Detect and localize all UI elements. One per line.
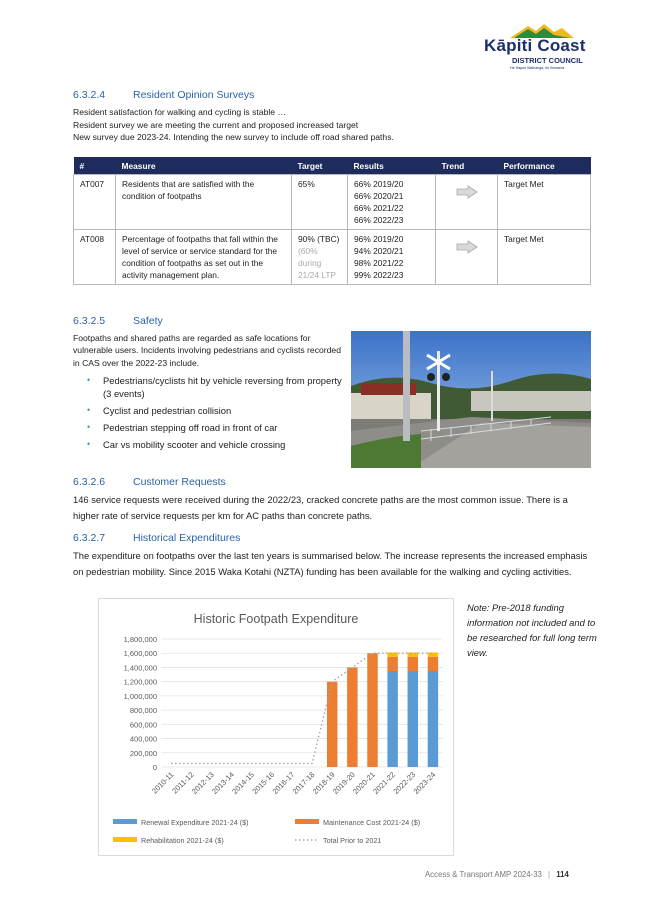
y-tick-label: 1,200,000 bbox=[123, 677, 157, 687]
table-row: AT008 Percentage of footpaths that fall within the level of service or service standard for the condition of footpaths as set out in the activity management plan. 90% (TBC) (60% during 21/24 LTP 96% 2019/20 94% 2020/21 98% 2021/22 99% 2022/23 Target Met bbox=[74, 230, 591, 285]
y-tick-label: 800,000 bbox=[129, 706, 157, 716]
opinion-paragraph: Resident satisfaction for walking and cycling is stable … Resident survey we are meeting the current and proposed increased target New survey due 2023-24. Intending the new survey to include off road shared paths. bbox=[73, 107, 394, 143]
measures-table bbox=[73, 157, 591, 285]
y-tick-label: 600,000 bbox=[129, 720, 157, 730]
bullet-icon: • bbox=[87, 439, 91, 449]
logo-subtitle: DISTRICT COUNCIL bbox=[512, 56, 583, 65]
list-item: • Car vs mobility scooter and vehicle crossing bbox=[87, 439, 286, 450]
bullet-icon: • bbox=[87, 422, 91, 432]
col-performance: Performance bbox=[498, 157, 591, 175]
safety-intro: Footpaths and shared paths are regarded as safe locations for vulnerable users. Incidents involving pedestrians and cyclists recorded in CAS over the 2022-23 include. bbox=[73, 333, 341, 368]
col-id: # bbox=[74, 157, 116, 175]
table-row: AT007 Residents that are satisfied with the condition of footpaths 65% 66% 2019/20 66% 2020/21 66% 2021/22 66% 2022/23 Target Met bbox=[74, 175, 591, 230]
section-heading-requests: 6.3.2.6 Customer Requests bbox=[73, 476, 226, 488]
safety-bullet-list bbox=[81, 374, 351, 455]
col-target: Target bbox=[292, 157, 348, 175]
x-tick-label: 2013-14 bbox=[210, 770, 236, 796]
x-tick-label: 2012-13 bbox=[189, 770, 216, 796]
bar-segment bbox=[387, 671, 397, 767]
col-measure: Measure bbox=[116, 157, 292, 175]
bar-segment bbox=[408, 653, 418, 657]
y-tick-label: 1,800,000 bbox=[123, 635, 157, 644]
y-tick-label: 200,000 bbox=[129, 748, 157, 758]
chart-title: Historic Footpath Expenditure bbox=[193, 612, 359, 626]
y-tick-label: 1,400,000 bbox=[123, 663, 157, 673]
y-tick-label: 400,000 bbox=[129, 734, 157, 744]
bar-segment bbox=[327, 682, 337, 767]
y-tick-label: 0 bbox=[152, 763, 157, 772]
y-tick-label: 1,000,000 bbox=[123, 691, 157, 701]
bar-segment bbox=[387, 653, 397, 657]
council-logo bbox=[470, 22, 620, 78]
bar-segment bbox=[428, 653, 438, 657]
col-results: Results bbox=[348, 157, 436, 175]
x-tick-label: 2019-20 bbox=[330, 770, 357, 796]
x-tick-label: 2017-18 bbox=[290, 770, 317, 796]
section-heading-expenditure: 6.3.2.7 Historical Expenditures bbox=[73, 532, 241, 544]
x-tick-label: 2015-16 bbox=[250, 770, 277, 796]
logo-tagline: He Hapori Waihanga, he Ihimaera bbox=[510, 66, 565, 70]
table-header-row bbox=[74, 157, 591, 175]
legend-swatch bbox=[295, 819, 319, 824]
x-tick-label: 2020-21 bbox=[351, 770, 377, 796]
page-footer bbox=[425, 870, 569, 879]
footer-separator: | bbox=[548, 870, 551, 879]
x-tick-label: 2010-11 bbox=[150, 770, 176, 796]
page-number: 114 bbox=[556, 870, 569, 879]
expenditure-chart bbox=[98, 598, 454, 856]
bullet-icon: • bbox=[87, 375, 91, 385]
x-tick-label: 2016-17 bbox=[270, 770, 297, 796]
expenditure-paragraph: The expenditure on footpaths over the last ten years is summarised below. The increase represents the increased emphasis on pedestrian mobility. Since 2015 Waka Kotahi (NZTA) funding has been available for the walking and cycling activities. bbox=[73, 550, 588, 577]
x-tick-label: 2022-23 bbox=[391, 770, 418, 796]
x-tick-label: 2023-24 bbox=[411, 770, 438, 796]
right-arrow-icon bbox=[456, 240, 478, 254]
x-tick-label: 2021-22 bbox=[371, 770, 398, 796]
bar-segment bbox=[347, 667, 357, 767]
chart-note: Note: Pre-2018 funding information not included and to be researched for full long term view. bbox=[467, 602, 597, 658]
list-item: • Cyclist and pedestrian collision bbox=[87, 405, 232, 416]
bar-segment bbox=[428, 657, 438, 671]
logo-brand: Kāpiti Coast bbox=[484, 36, 586, 55]
right-arrow-icon bbox=[456, 185, 478, 199]
legend-swatch bbox=[113, 837, 137, 842]
section-heading-safety: 6.3.2.5 Safety bbox=[73, 315, 163, 327]
legend-label: Total Prior to 2021 bbox=[323, 836, 382, 845]
crossing-photo bbox=[351, 331, 591, 468]
footer-title: Access & Transport AMP 2024-33 bbox=[425, 870, 542, 879]
x-tick-label: 2014-15 bbox=[230, 770, 257, 796]
list-item: • Pedestrians/cyclists hit by vehicle reversing from property (3 events) bbox=[87, 375, 342, 399]
legend-label: Renewal Expenditure 2021-24 ($) bbox=[141, 818, 249, 827]
bar-segment bbox=[408, 671, 418, 767]
legend-swatch bbox=[113, 819, 137, 824]
x-tick-label: 2018-19 bbox=[310, 770, 337, 796]
bar-segment bbox=[408, 657, 418, 671]
list-item: • Pedestrian stepping off road in front of car bbox=[87, 422, 278, 433]
legend-label: Rehabilitation 2021-24 ($) bbox=[141, 836, 224, 845]
col-trend: Trend bbox=[436, 157, 498, 175]
requests-paragraph: 146 service requests were received during the 2022/23, cracked concrete paths are the most common issue. There is a higher rate of service requests per km for AC paths than concrete paths. bbox=[73, 494, 568, 521]
section-heading-opinion: 6.3.2.4 Resident Opinion Surveys bbox=[73, 89, 255, 101]
chart-canvas bbox=[99, 599, 453, 855]
y-tick-label: 1,600,000 bbox=[123, 649, 157, 659]
bar-segment bbox=[428, 671, 438, 767]
bar-segment bbox=[367, 653, 377, 767]
bullet-icon: • bbox=[87, 405, 91, 415]
bar-segment bbox=[387, 657, 397, 671]
legend-label: Maintenance Cost 2021-24 ($) bbox=[323, 818, 421, 827]
x-tick-label: 2011-12 bbox=[170, 770, 196, 796]
